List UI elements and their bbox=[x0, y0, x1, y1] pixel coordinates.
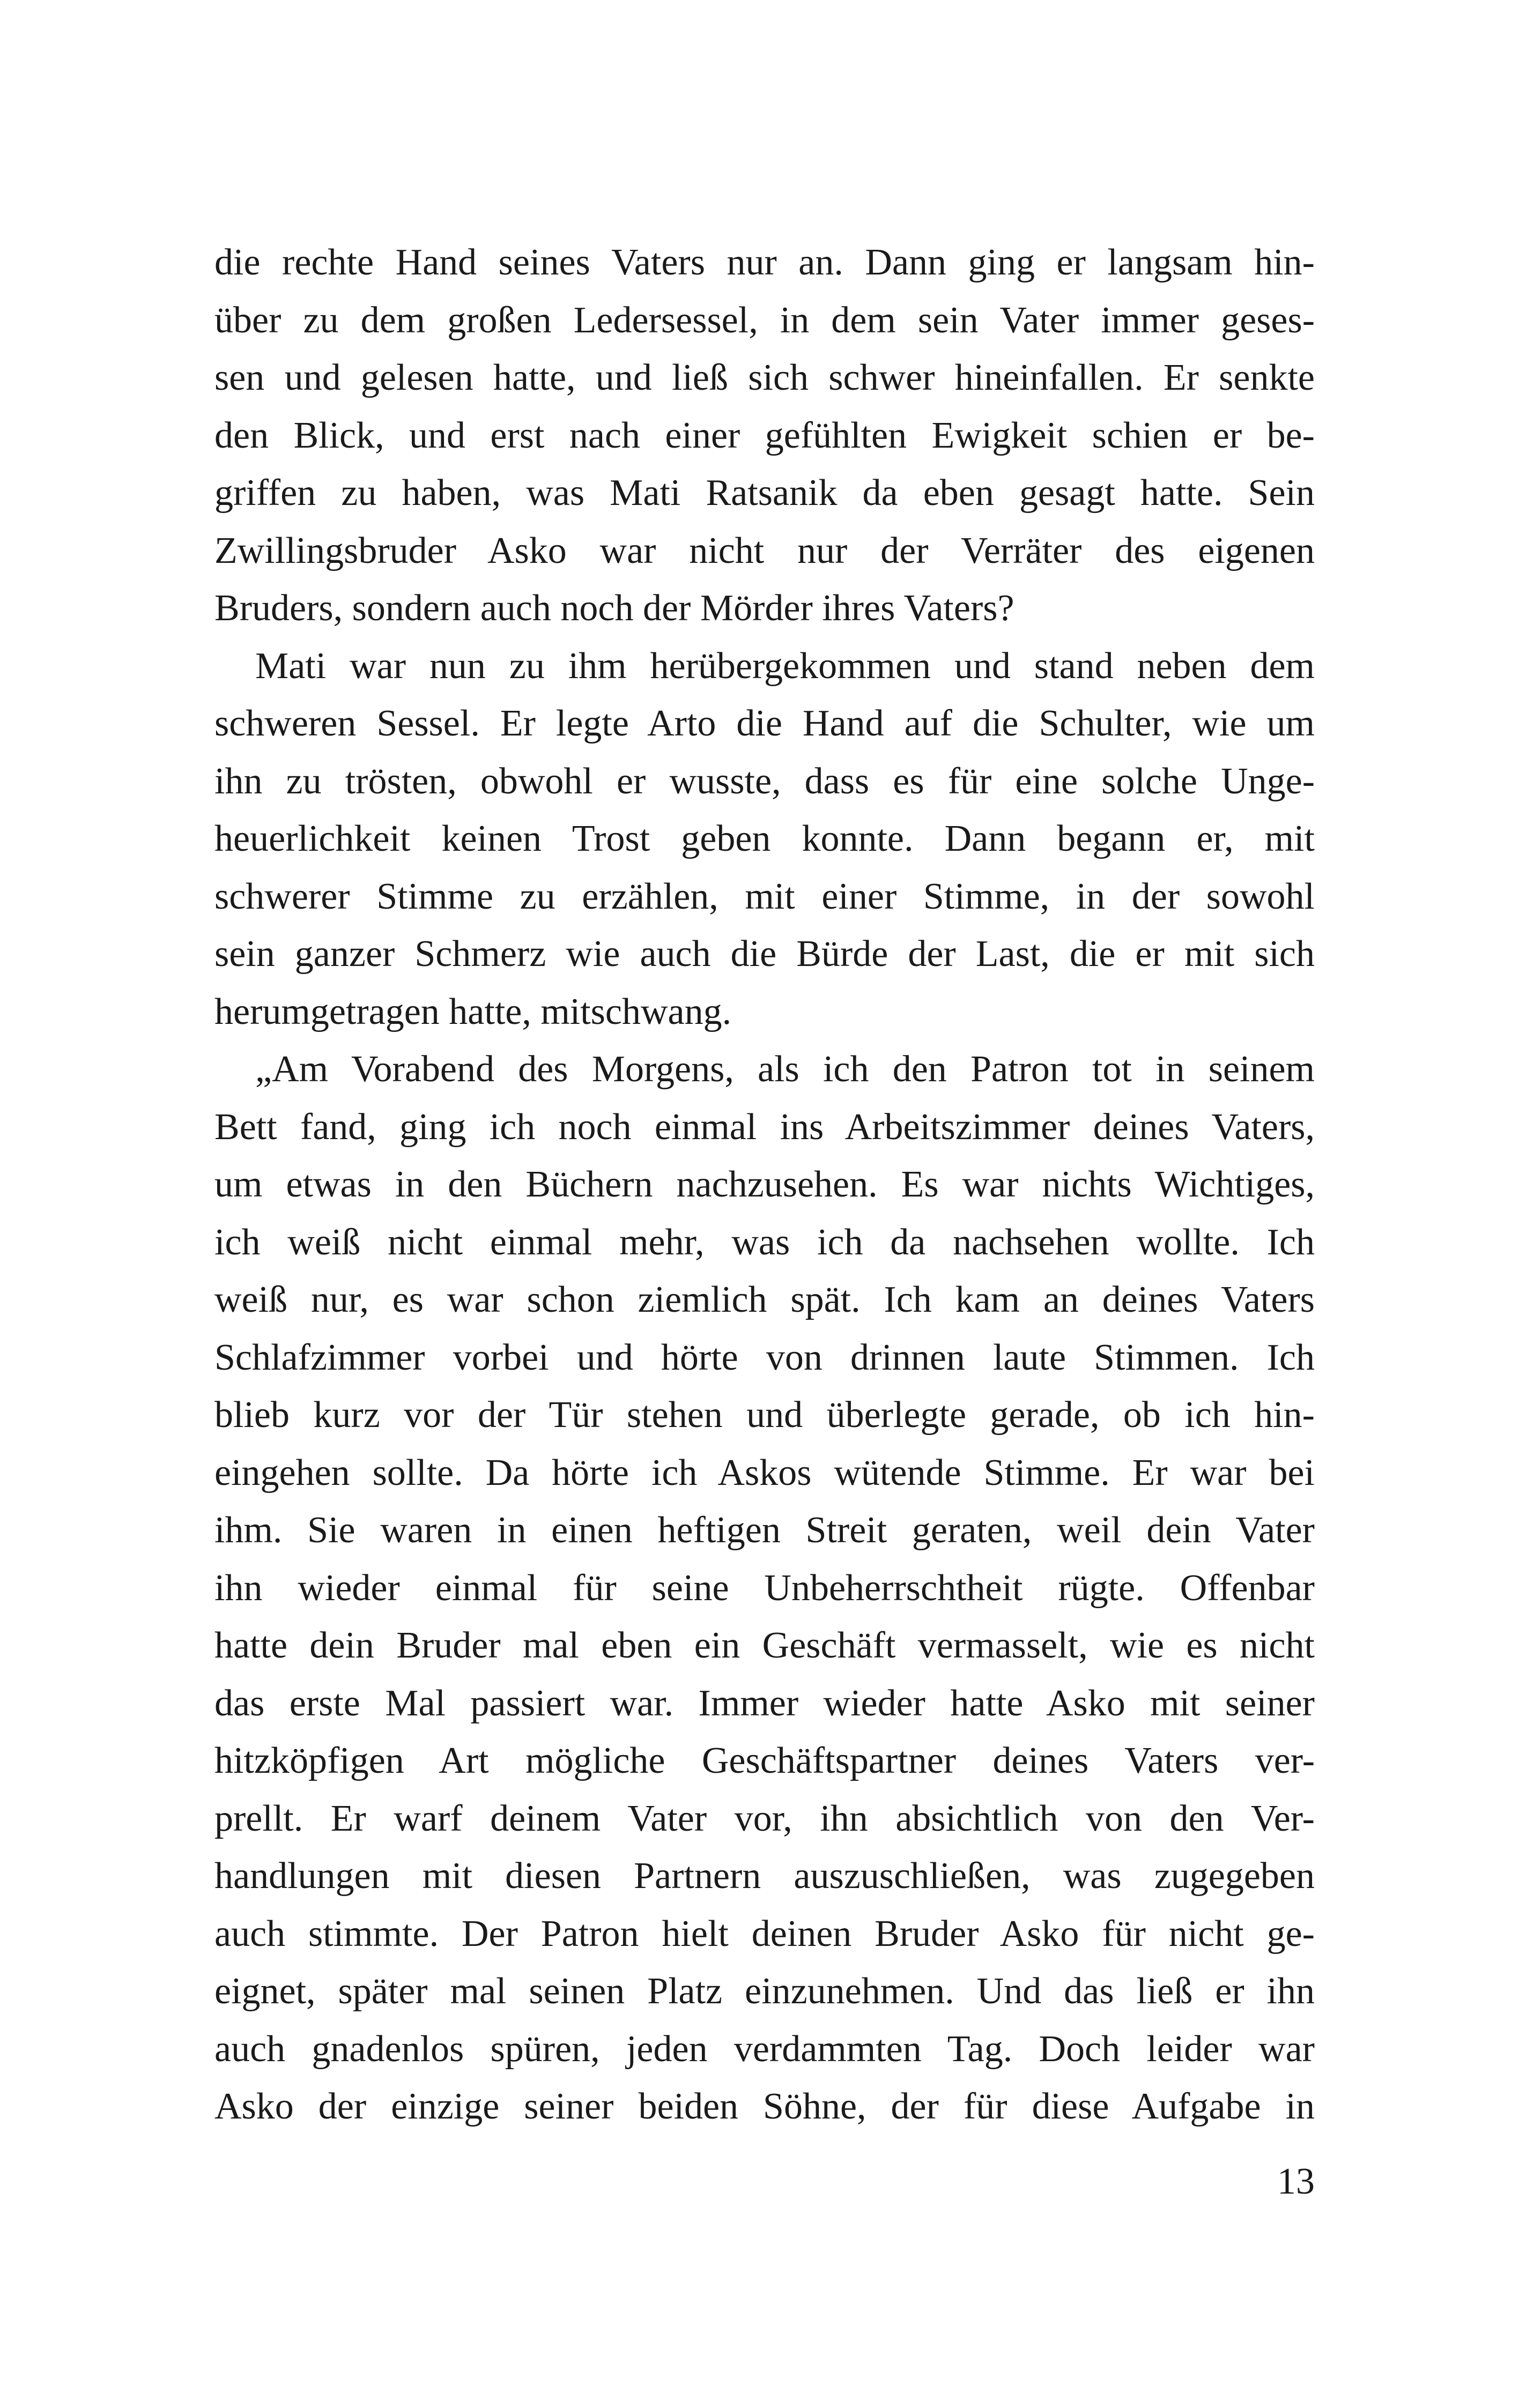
text-line: ihm. Sie waren in einen heftigen Streit geraten, weil dein Vater bbox=[214, 1510, 1315, 1551]
body-text bbox=[214, 234, 1315, 2136]
text-line: auch gnadenlos spüren, jeden verdammten Tag. Doch leider war bbox=[214, 2028, 1315, 2070]
text-line: sein ganzer Schmerz wie auch die Bürde der Last, die er mit sich bbox=[214, 933, 1315, 975]
text-line: prellt. Er warf deinem Vater vor, ihn absichtlich von den Ver- bbox=[214, 1797, 1315, 1839]
text-line: Zwillingsbruder Asko war nicht nur der Verräter des eigenen bbox=[214, 530, 1315, 571]
page-number: 13 bbox=[1277, 2161, 1315, 2202]
text-line: schwerer Stimme zu erzählen, mit einer Stimme, in der sowohl bbox=[214, 875, 1315, 917]
text-line: ich weiß nicht einmal mehr, was ich da nachsehen wollte. Ich bbox=[214, 1221, 1315, 1263]
text-line: eignet, später mal seinen Platz einzunehmen. Und das ließ er ihn bbox=[214, 1971, 1315, 2012]
text-line: schweren Sessel. Er legte Arto die Hand auf die Schulter, wie um bbox=[214, 703, 1315, 744]
text-line: Schlafzimmer vorbei und hörte von drinnen laute Stimmen. Ich bbox=[214, 1336, 1315, 1378]
text-line: „Am Vorabend des Morgens, als ich den Patron tot in seinem bbox=[255, 1049, 1315, 1090]
text-line: um etwas in den Büchern nachzusehen. Es war nichts Wichtiges, bbox=[214, 1164, 1315, 1205]
text-line: Bett fand, ging ich noch einmal ins Arbeitszimmer deines Vaters, bbox=[214, 1106, 1315, 1148]
text-line: auch stimmte. Der Patron hielt deinen Bruder Asko für nicht ge- bbox=[214, 1913, 1315, 1954]
text-line: Mati war nun zu ihm herübergekommen und stand neben dem bbox=[255, 645, 1315, 687]
text-line: die rechte Hand seines Vaters nur an. Dann ging er langsam hin- bbox=[214, 242, 1315, 283]
text-line: eingehen sollte. Da hörte ich Askos wütende Stimme. Er war bei bbox=[214, 1452, 1315, 1493]
text-line: Bruders, sondern auch noch der Mörder ihres Vaters? bbox=[214, 588, 1014, 629]
text-line: das erste Mal passiert war. Immer wieder hatte Asko mit seiner bbox=[214, 1682, 1315, 1724]
text-line: hatte dein Bruder mal eben ein Geschäft vermasselt, wie es nicht bbox=[214, 1625, 1315, 1666]
text-line: heuerlichkeit keinen Trost geben konnte. Dann begann er, mit bbox=[214, 818, 1315, 859]
text-line: Asko der einzige seiner beiden Söhne, der für diese Aufgabe in bbox=[214, 2086, 1315, 2127]
text-line: ihn wieder einmal für seine Unbeherrschtheit rügte. Offenbar bbox=[214, 1567, 1315, 1609]
text-line: griffen zu haben, was Mati Ratsanik da eben gesagt hatte. Sein bbox=[214, 472, 1315, 514]
text-line: über zu dem großen Ledersessel, in dem sein Vater immer geses- bbox=[214, 299, 1315, 341]
text-line: herumgetragen hatte, mitschwang. bbox=[214, 991, 732, 1032]
text-line: handlungen mit diesen Partnern auszuschließen, was zugegeben bbox=[214, 1855, 1315, 1897]
text-line: sen und gelesen hatte, und ließ sich schwer hineinfallen. Er senkte bbox=[214, 357, 1315, 398]
text-line: weiß nur, es war schon ziemlich spät. Ich kam an deines Vaters bbox=[214, 1279, 1315, 1320]
text-line: hitzköpfigen Art mögliche Geschäftspartner deines Vaters ver- bbox=[214, 1740, 1315, 1781]
text-line: ihn zu trösten, obwohl er wusste, dass es für eine solche Unge- bbox=[214, 760, 1315, 802]
text-line: den Blick, und erst nach einer gefühlten Ewigkeit schien er be- bbox=[214, 414, 1315, 456]
text-line: blieb kurz vor der Tür stehen und überlegte gerade, ob ich hin- bbox=[214, 1394, 1315, 1436]
